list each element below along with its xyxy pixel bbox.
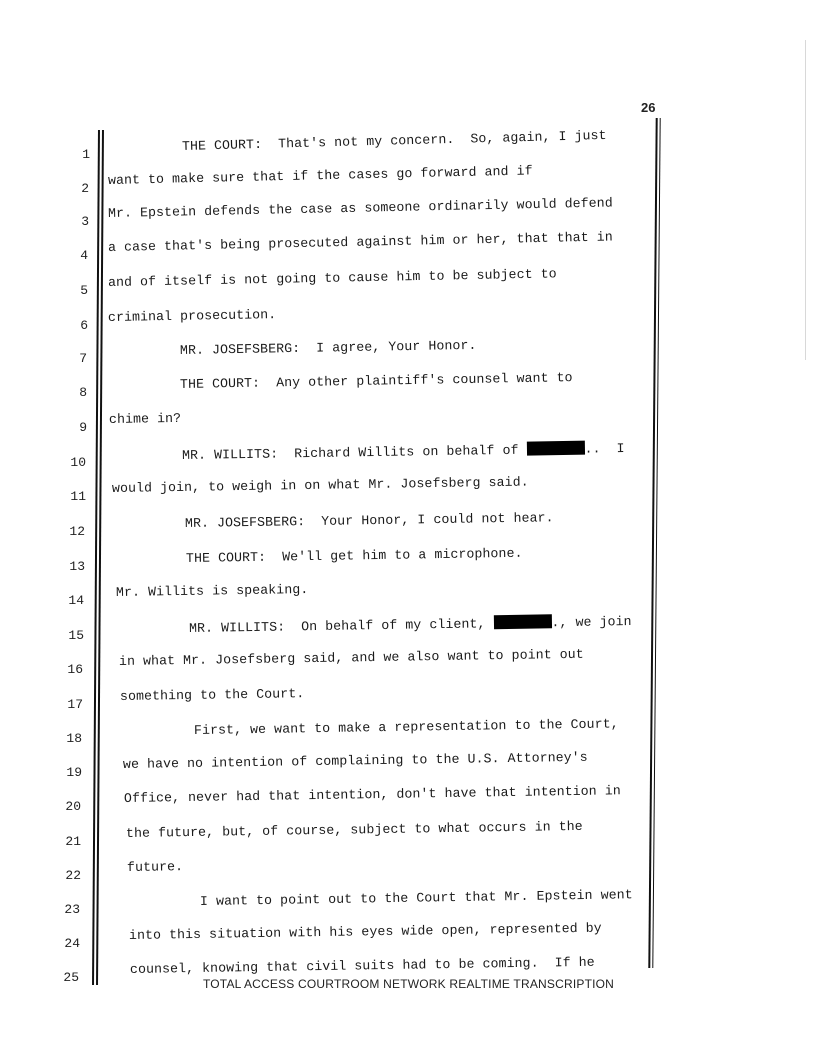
- transcript-line: MR. JOSEFSBERG: I agree, Your Honor.: [179, 337, 477, 358]
- line-number: 13: [69, 559, 85, 574]
- transcript-line: First, we want to make a representation to the Court,: [193, 716, 619, 738]
- transcript-line: into this situation with his eyes wide open, represented by: [128, 920, 602, 943]
- line-number: 3: [81, 214, 89, 229]
- line-text-after-redaction: ., we join: [551, 614, 632, 631]
- transcript-line: a case that's being prosecuted against him or her, that that in: [107, 229, 613, 255]
- transcript-line: we have no intention of complaining to the U.S. Attorney's: [122, 749, 588, 772]
- transcript-line: would join, to weigh in on what Mr. Josefsberg said.: [111, 474, 529, 496]
- transcript-line: THE COURT: Any other plaintiff's counsel want to: [179, 370, 573, 392]
- line-number: 21: [65, 834, 81, 849]
- line-number: 5: [80, 283, 88, 298]
- line-number: 11: [70, 489, 86, 504]
- page-number: 26: [641, 100, 656, 115]
- transcript-line: THE COURT: We'll get him to a microphone.: [185, 545, 523, 566]
- transcript-line: and of itself is not going to cause him to be subject to: [107, 266, 557, 290]
- transcript-line: the future, but, of course, subject to what occurs in the: [125, 818, 583, 841]
- line-number: 17: [67, 697, 83, 712]
- line-number: 16: [67, 662, 83, 677]
- line-number: 22: [65, 868, 81, 883]
- transcript-line: [189, 613, 632, 636]
- transcript-line: THE COURT: That's not my concern. So, again, I just: [181, 127, 607, 154]
- line-text-before-redaction: MR. WILLITS: On behalf of my client,: [188, 616, 494, 636]
- line-text-after-redaction: .. I: [584, 441, 625, 457]
- line-number: 2: [81, 181, 89, 196]
- scan-edge-line: [805, 40, 806, 360]
- transcript-line: criminal prosecution.: [107, 307, 277, 325]
- line-number: 4: [80, 248, 88, 263]
- line-number: 1: [82, 147, 90, 162]
- line-number: 18: [66, 731, 82, 746]
- transcript-line: Mr. Epstein defends the case as someone ordinarily would defend: [107, 195, 613, 221]
- transcript-line: Office, never had that intention, don't have that intention in: [123, 783, 621, 806]
- transcript-line: something to the Court.: [119, 686, 305, 704]
- line-number: 8: [79, 385, 87, 400]
- transcript-line: I want to point out to the Court that Mr. Epstein went: [199, 887, 633, 909]
- line-number: 12: [69, 524, 85, 539]
- line-number: 6: [80, 318, 88, 333]
- transcript-line: chime in?: [108, 410, 182, 427]
- redaction-block: [526, 441, 584, 456]
- transcript-line: counsel, knowing that civil suits had to be coming. If he: [129, 954, 595, 977]
- line-number: 7: [79, 351, 87, 366]
- line-number: 24: [64, 936, 80, 951]
- line-number: 14: [68, 593, 84, 608]
- line-number: 9: [79, 420, 87, 435]
- line-text-before-redaction: MR. WILLITS: Richard Willits on behalf of: [181, 442, 527, 463]
- redaction-block: [493, 614, 551, 629]
- transcript-line: MR. JOSEFSBERG: Your Honor, I could not hear.: [184, 510, 554, 531]
- line-number: 25: [63, 970, 79, 985]
- transcript-line: [182, 440, 625, 463]
- transcript-line: in what Mr. Josefsberg said, and we also want to point out: [118, 646, 584, 669]
- line-number: 20: [65, 799, 81, 814]
- line-number: 15: [68, 628, 84, 643]
- transcript-line: Mr. Willits is speaking.: [115, 581, 309, 600]
- transcript-line: future.: [126, 859, 184, 875]
- line-number: 10: [70, 455, 86, 470]
- line-number: 23: [64, 902, 80, 917]
- transcript-line: want to make sure that if the cases go forward and if: [107, 163, 533, 188]
- line-number: 19: [66, 765, 82, 780]
- transcript-footer: TOTAL ACCESS COURTROOM NETWORK REALTIME TRANSCRIPTION: [202, 977, 615, 991]
